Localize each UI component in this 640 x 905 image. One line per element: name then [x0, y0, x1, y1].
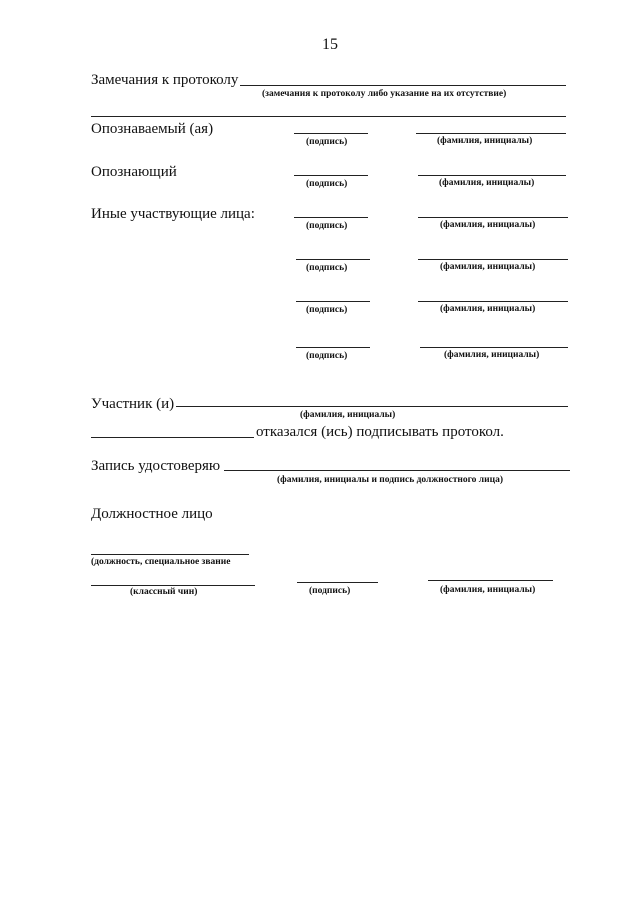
- participant-line[interactable]: [176, 406, 568, 407]
- other-1-signature-line[interactable]: [294, 217, 368, 218]
- identifier-signature-line[interactable]: [294, 175, 368, 176]
- other-1-signature-caption: (подпись): [306, 221, 348, 231]
- identified-name-line[interactable]: [416, 133, 566, 134]
- official-signature-line[interactable]: [297, 582, 378, 583]
- official-name-caption: (фамилия, инициалы): [440, 585, 536, 595]
- participant-label: Участник (и): [91, 396, 175, 412]
- other-3-signature-caption: (подпись): [306, 305, 348, 315]
- other-1-name-line[interactable]: [418, 217, 568, 218]
- other-4-signature-line[interactable]: [296, 347, 370, 348]
- identified-name-caption: (фамилия, инициалы): [437, 136, 533, 146]
- identifier-name-caption: (фамилия, инициалы): [439, 178, 535, 188]
- identified-signature-caption: (подпись): [306, 137, 348, 147]
- identified-label: Опознаваемый (ая): [91, 121, 214, 137]
- remarks-caption: (замечания к протоколу либо указание на их отсутствие): [262, 89, 507, 99]
- identifier-label: Опознающий: [91, 164, 177, 180]
- other-2-signature-line[interactable]: [296, 259, 370, 260]
- other-2-name-caption: (фамилия, инициалы): [440, 262, 536, 272]
- other-2-signature-caption: (подпись): [306, 263, 348, 273]
- other-2-name-line[interactable]: [418, 259, 568, 260]
- official-label: Должностное лицо: [91, 506, 213, 522]
- refused-line[interactable]: [91, 437, 254, 438]
- identifier-name-line[interactable]: [418, 175, 566, 176]
- other-4-name-line[interactable]: [420, 347, 568, 348]
- certify-caption: (фамилия, инициалы и подпись должностного лица): [277, 475, 503, 485]
- official-name-line[interactable]: [428, 580, 553, 581]
- remarks-line-2[interactable]: [91, 116, 566, 117]
- certify-line[interactable]: [224, 470, 570, 471]
- other-3-signature-line[interactable]: [296, 301, 370, 302]
- remarks-line[interactable]: [240, 85, 566, 86]
- identified-signature-line[interactable]: [294, 133, 368, 134]
- other-3-name-caption: (фамилия, инициалы): [440, 304, 536, 314]
- other-3-name-line[interactable]: [418, 301, 568, 302]
- other-4-name-caption: (фамилия, инициалы): [444, 350, 540, 360]
- class-rank-caption: (классный чин): [130, 587, 198, 597]
- participant-caption: (фамилия, инициалы): [300, 410, 396, 420]
- identifier-signature-caption: (подпись): [306, 179, 348, 189]
- other-4-signature-caption: (подпись): [306, 351, 348, 361]
- official-signature-caption: (подпись): [309, 586, 351, 596]
- remarks-label: Замечания к протоколу: [91, 72, 239, 88]
- position-caption: (должность, специальное звание: [91, 557, 231, 567]
- class-rank-line[interactable]: [91, 585, 255, 586]
- certify-label: Запись удостоверяю: [91, 458, 221, 474]
- refused-text: отказался (ись) подписывать протокол.: [256, 424, 504, 440]
- page-number: 15: [322, 36, 338, 53]
- other-1-name-caption: (фамилия, инициалы): [440, 220, 536, 230]
- position-line[interactable]: [91, 554, 249, 555]
- others-label: Иные участвующие лица:: [91, 206, 255, 222]
